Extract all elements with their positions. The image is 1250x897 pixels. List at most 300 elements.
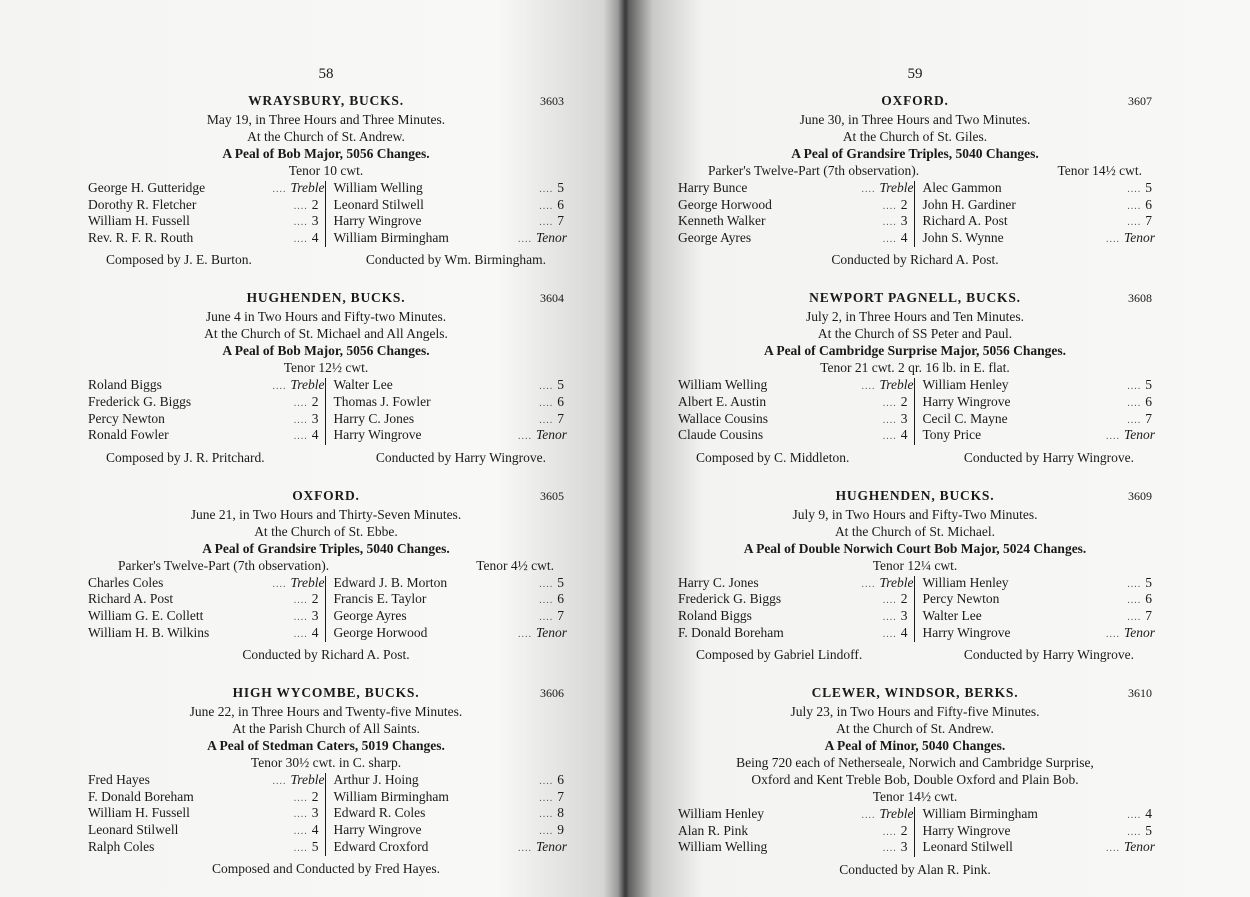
leader-dots: .... [293, 611, 308, 623]
ringer-row [678, 592, 908, 609]
ringer-name: William Henley [922, 377, 1009, 393]
ringer-row [88, 840, 319, 857]
bell-position: Tenor [536, 427, 568, 443]
bell-position: 5 [311, 838, 319, 854]
ringer-bell [1106, 592, 1152, 609]
peal-tenor: Tenor 14½ cwt. [1057, 163, 1142, 178]
bell-position: Tenor [1124, 427, 1156, 443]
peal-number: 3605 [540, 488, 564, 503]
ringer-row [334, 214, 565, 231]
ringer-name: Francis E. Taylor [333, 591, 427, 607]
ringer-row [922, 229, 1156, 248]
peal-heading [88, 93, 564, 111]
ringer-name: Leonard Stilwell [333, 196, 424, 212]
ringer-bell [1106, 609, 1152, 626]
ringer-row [88, 609, 319, 626]
ringer-name: Edward J. B. Morton [333, 574, 448, 590]
peal-detail-line: At the Church of St. Michael and All Angels. [204, 326, 448, 342]
peal-detail-line: July 23, in Two Hours and Fifty-five Minutes. [790, 704, 1040, 720]
bell-position: 5 [557, 180, 564, 195]
peal-number: 3606 [540, 686, 564, 701]
bell-position: 7 [557, 410, 564, 426]
ringer-name: Tony Price [922, 427, 982, 443]
ringer-name: F. Donald Boreham [678, 624, 784, 640]
peal-footer [678, 646, 1152, 663]
leader-dots: .... [1106, 628, 1120, 640]
peal-footer [88, 646, 564, 663]
bell-position: Tenor [1124, 839, 1156, 855]
leader-dots: .... [539, 381, 554, 393]
ringer-row [678, 412, 908, 429]
peal-number: 3609 [1128, 488, 1152, 503]
ringer-band [678, 806, 1156, 857]
ringer-bell [518, 198, 564, 215]
ringer-bell [861, 806, 914, 824]
leader-dots: .... [1106, 233, 1120, 245]
ringer-name: William Welling [678, 377, 768, 393]
conducted-by: Conducted by Richard A. Post. [242, 647, 410, 663]
ringer-bell [862, 395, 908, 412]
leader-dots: .... [539, 217, 554, 229]
peal-footer [88, 449, 564, 466]
bell-position: Treble [290, 772, 325, 788]
ringer-bell [273, 823, 319, 840]
ringer-row [334, 181, 565, 198]
ringer-name: Albert E. Austin [678, 393, 767, 409]
ringer-row [923, 378, 1153, 395]
ringer-row [678, 824, 908, 841]
ringer-row [923, 198, 1153, 215]
ringer-name: Harry Wingrove [922, 624, 1011, 640]
leader-dots: .... [539, 595, 554, 607]
bell-position: 2 [311, 788, 319, 804]
bell-position: Treble [879, 806, 914, 822]
conducted-by: Conducted by Harry Wingrove. [375, 449, 546, 465]
ringer-name: Ralph Coles [88, 838, 155, 854]
ringer-row [678, 231, 908, 248]
ringer-name: Dorothy R. Fletcher [88, 196, 197, 212]
right-page [628, 0, 1250, 897]
peal-detail-line: July 9, in Two Hours and Fifty-Two Minutes. [792, 506, 1038, 522]
bell-position: Tenor [536, 838, 568, 854]
ringer-bell [518, 378, 564, 395]
ringer-bell [862, 840, 908, 857]
ringer-name: William Welling [678, 839, 768, 855]
ringer-bell [862, 214, 908, 231]
bell-position: 3 [900, 213, 908, 229]
leader-dots: .... [272, 578, 287, 590]
peal-number: 3608 [1128, 291, 1152, 306]
bell-position: 5 [1145, 822, 1152, 838]
ringer-row [334, 576, 565, 593]
ringer-bell [273, 790, 319, 807]
ringer-bell [862, 198, 908, 215]
ringer-name: Percy Newton [922, 591, 1000, 607]
peal-composition-part [678, 162, 1152, 179]
ringer-column [326, 180, 568, 247]
ringer-column [88, 181, 326, 247]
ringer-band [88, 574, 568, 642]
conducted-by: Conducted by Harry Wingrove. [963, 647, 1134, 663]
bell-position: 7 [1145, 607, 1152, 623]
bell-position: 3 [311, 410, 319, 426]
ringer-bell [1106, 807, 1152, 824]
bell-position: 4 [900, 427, 908, 443]
ringer-row [334, 198, 565, 215]
peal-composition-part [88, 557, 564, 574]
leader-dots: .... [539, 414, 554, 426]
ringer-name: George Horwood [678, 196, 772, 212]
composed-by: Composed by J. R. Pritchard. [106, 449, 265, 465]
ringer-bell [273, 214, 319, 231]
ringer-name: George Ayres [678, 229, 752, 245]
ringer-name: John S. Wynne [922, 229, 1004, 245]
bell-position: 5 [557, 574, 564, 590]
ringer-bell [273, 592, 319, 609]
ringer-name: George Ayres [333, 607, 407, 623]
leader-dots: .... [882, 431, 897, 443]
ringer-bell [1106, 378, 1152, 395]
ringer-row [678, 626, 908, 643]
peal-footer [678, 861, 1152, 878]
peal-tenor: Tenor 4½ cwt. [476, 557, 554, 573]
leader-dots: .... [1127, 810, 1142, 822]
ringer-bell [1106, 181, 1152, 198]
peal-footer [678, 449, 1152, 466]
leader-dots: .... [861, 578, 876, 590]
ringer-name: Arthur J. Hoing [333, 772, 419, 788]
bell-position: 5 [1145, 574, 1152, 590]
peal-tenor: Tenor 12¼ cwt. [872, 557, 958, 573]
ringer-column [88, 378, 326, 444]
bell-position: 3 [900, 410, 908, 426]
ringer-row [88, 214, 319, 231]
bell-position: 3 [900, 607, 908, 623]
peal-detail-line: July 2, in Three Hours and Ten Minutes. [806, 309, 1024, 325]
peal-heading [678, 685, 1152, 703]
leader-dots: .... [882, 217, 897, 229]
ringer-row [88, 428, 319, 445]
ringer-row [678, 840, 908, 857]
leader-dots: .... [293, 397, 308, 409]
bell-position: 6 [1145, 393, 1152, 409]
bell-position: 2 [311, 591, 319, 607]
peal-title: A Peal of Grandsire Triples, 5040 Changes. [791, 146, 1039, 161]
ringer-name: Leonard Stilwell [88, 821, 179, 837]
ringer-row [678, 198, 908, 215]
leader-dots: .... [1127, 397, 1142, 409]
left-page [0, 0, 622, 897]
ringer-name: Ronald Fowler [88, 427, 169, 443]
ringer-name: Harry Wingrove [333, 821, 422, 837]
leader-dots: .... [1127, 578, 1142, 590]
ringer-name: Harry Wingrove [922, 393, 1011, 409]
ringer-name: Wallace Cousins [678, 410, 769, 426]
bell-position: 4 [311, 821, 319, 837]
bell-position: Treble [290, 574, 325, 590]
ringer-name: Harry Bunce [678, 180, 748, 195]
leader-dots: .... [882, 628, 897, 640]
peal-record [678, 290, 1156, 465]
peal-footer [678, 251, 1152, 268]
leader-dots: .... [293, 809, 308, 821]
composed-by: Composed by C. Middleton. [696, 449, 850, 465]
ringer-bell [518, 412, 564, 429]
ringer-bell [518, 838, 568, 857]
bell-position: Tenor [1124, 624, 1156, 640]
peal-footer [88, 251, 564, 268]
ringer-row [333, 624, 568, 643]
peal-place: CLEWER, WINDSOR, BERKS. [811, 685, 1019, 701]
peal-place: OXFORD. [292, 487, 360, 503]
ringer-bell [518, 427, 568, 445]
peal-heading [88, 685, 564, 703]
ringer-row [333, 229, 568, 248]
peal-tenor: Tenor 10 cwt. [288, 163, 364, 178]
leader-dots: .... [882, 826, 897, 838]
ringer-column [678, 181, 915, 247]
ringer-bell [518, 395, 564, 412]
ringer-row [334, 806, 565, 823]
ringer-bell [1106, 395, 1152, 412]
bell-position: Treble [290, 377, 325, 393]
ringer-row [88, 790, 319, 807]
ringer-name: Fred Hayes [88, 772, 150, 788]
ringer-row [88, 412, 319, 429]
peal-number: 3607 [1128, 94, 1152, 108]
peal-methods-line: Oxford and Kent Treble Bob, Double Oxford and Plain Bob. [751, 772, 1079, 788]
leader-dots: .... [539, 792, 554, 804]
ringer-name: George Horwood [333, 624, 428, 640]
leader-dots: .... [861, 184, 876, 195]
bell-position: 2 [311, 393, 319, 409]
ringer-row [334, 773, 565, 790]
ringer-name: Richard A. Post [88, 591, 174, 607]
ringer-row [922, 427, 1156, 445]
ringer-name: William Welling [333, 180, 423, 195]
ringer-name: William H. Fussell [88, 805, 190, 821]
bell-position: 6 [557, 393, 564, 409]
ringer-name: Harry C. Jones [333, 410, 415, 426]
leader-dots: .... [293, 842, 308, 854]
leader-dots: .... [293, 825, 308, 837]
ringer-name: Walter Lee [333, 377, 393, 393]
bell-position: 7 [1145, 213, 1152, 229]
ringer-row [922, 839, 1156, 857]
leader-dots: .... [1127, 611, 1142, 623]
leader-dots: .... [1127, 200, 1142, 212]
ringer-bell [861, 377, 914, 395]
leader-dots: .... [272, 184, 287, 195]
ringer-band [88, 180, 568, 247]
ringer-bell [1106, 229, 1156, 248]
ringer-bell [518, 773, 564, 790]
ringer-row [678, 377, 914, 395]
bell-position: 4 [900, 624, 908, 640]
ringer-name: Claude Cousins [678, 427, 764, 443]
ringer-bell [862, 592, 908, 609]
ringer-name: Alan R. Pink [678, 822, 749, 838]
peal-tenor: Tenor 30½ cwt. in C. sharp. [250, 755, 402, 771]
ringer-row [923, 609, 1153, 626]
ringer-bell [518, 229, 568, 248]
leader-dots: .... [1127, 595, 1142, 607]
ringer-row [923, 576, 1153, 593]
bell-position: 2 [900, 822, 908, 838]
ringer-row [923, 807, 1153, 824]
peal-record [88, 290, 568, 465]
ringer-name: William Birmingham [333, 229, 449, 245]
ringer-bell [518, 609, 564, 626]
ringer-row [334, 609, 565, 626]
leader-dots: .... [1127, 381, 1142, 393]
ringer-row [88, 806, 319, 823]
bell-position: 5 [1145, 180, 1152, 195]
ringer-bell [862, 626, 908, 643]
peal-place: HIGH WYCOMBE, BUCKS. [232, 685, 420, 701]
ringer-name: William Birmingham [333, 788, 449, 804]
ringer-column [88, 773, 326, 856]
bell-position: 7 [557, 213, 564, 229]
ringer-column [915, 806, 1156, 857]
ringer-name: Edward R. Coles [333, 805, 426, 821]
ringer-row [923, 395, 1153, 412]
leader-dots: .... [882, 414, 897, 426]
ringer-bell [273, 806, 319, 823]
ringer-column [326, 377, 568, 444]
leader-dots: .... [882, 233, 897, 245]
peal-record [88, 685, 568, 877]
peal-detail-line: June 22, in Three Hours and Twenty-five Minutes. [189, 704, 463, 720]
peal-title: A Peal of Double Norwich Court Bob Major, 5024 Changes. [743, 540, 1087, 556]
ringer-name: William Birmingham [922, 806, 1038, 822]
leader-dots: .... [1106, 843, 1120, 855]
peal-title: A Peal of Grandsire Triples, 5040 Changes. [202, 540, 450, 556]
ringer-name: Richard A. Post [922, 213, 1008, 229]
peal-detail-line: At the Church of St. Andrew. [836, 721, 994, 737]
peal-detail-line: At the Church of SS Peter and Paul. [817, 326, 1013, 342]
peal-record [678, 93, 1156, 268]
ringer-name: Roland Biggs [88, 377, 162, 393]
bell-position: 6 [557, 772, 564, 788]
bell-position: 4 [311, 427, 319, 443]
bell-position: 7 [1145, 410, 1152, 426]
bell-position: 4 [900, 229, 908, 245]
leader-dots: .... [1127, 826, 1142, 838]
peal-title: A Peal of Stedman Caters, 5019 Changes. [207, 738, 445, 754]
leader-dots: .... [293, 414, 308, 426]
ringer-row [678, 806, 914, 824]
bell-position: 6 [1145, 196, 1152, 212]
ringer-name: William Henley [922, 574, 1009, 590]
peal-detail-line: At the Parish Church of All Saints. [232, 721, 420, 737]
ringer-name: Frederick G. Biggs [678, 591, 782, 607]
leader-dots: .... [861, 810, 876, 822]
leader-dots: .... [539, 809, 554, 821]
ringer-name: Charles Coles [88, 574, 164, 590]
ringer-row [88, 180, 325, 198]
ringer-name: Thomas J. Fowler [333, 393, 431, 409]
peal-title: A Peal of Cambridge Surprise Major, 5056 Changes. [763, 343, 1067, 359]
ringer-bell [273, 412, 319, 429]
bell-position: 4 [311, 624, 319, 640]
peal-number: 3610 [1128, 686, 1152, 701]
ringer-name: Roland Biggs [678, 607, 752, 623]
ringer-bell [1106, 214, 1152, 231]
ringer-bell [862, 609, 908, 626]
ringer-row [334, 790, 565, 807]
ringer-column [678, 576, 915, 642]
ringer-name: Edward Croxford [333, 838, 429, 854]
peal-part-text: Parker's Twelve-Part (7th observation). [118, 557, 330, 573]
bell-position: 2 [900, 393, 908, 409]
peal-record [678, 487, 1156, 663]
ringer-name: George H. Gutteridge [88, 180, 206, 195]
ringer-bell [273, 395, 319, 412]
conducted-by: Conducted by Alan R. Pink. [839, 861, 991, 877]
peal-heading [678, 488, 1152, 506]
ringer-bell [273, 428, 319, 445]
leader-dots: .... [293, 792, 308, 804]
ringer-row [923, 592, 1153, 609]
ringer-row [333, 427, 568, 445]
conducted-by: Composed and Conducted by Fred Hayes. [212, 861, 440, 877]
bell-position: 3 [900, 839, 908, 855]
ringer-band [678, 180, 1156, 247]
leader-dots: .... [539, 825, 554, 837]
conducted-by: Conducted by Wm. Birmingham. [365, 252, 546, 268]
ringer-name: Percy Newton [88, 410, 165, 426]
ringer-name: Harry Wingrove [333, 213, 422, 229]
leader-dots: .... [1127, 184, 1142, 195]
leader-dots: .... [293, 595, 308, 607]
ringer-row [923, 181, 1153, 198]
peal-record [88, 93, 568, 268]
peal-detail-line: June 21, in Two Hours and Thirty-Seven Minutes. [190, 506, 462, 522]
leader-dots: .... [882, 595, 897, 607]
ringer-row [88, 592, 319, 609]
ringer-bell [1106, 839, 1156, 857]
ringer-name: Cecil C. Mayne [922, 410, 1008, 426]
ringer-row [88, 198, 319, 215]
ringer-band [88, 377, 568, 444]
peal-title: A Peal of Bob Major, 5056 Changes. [222, 343, 430, 359]
ringer-bell [273, 198, 319, 215]
ringer-row [88, 772, 325, 790]
ringer-row [334, 412, 565, 429]
ringer-column [326, 772, 568, 856]
ringer-bell [518, 790, 564, 807]
ringer-bell [273, 840, 319, 857]
ringer-name: Walter Lee [922, 607, 982, 623]
ringer-row [922, 624, 1156, 643]
leader-dots: .... [518, 842, 532, 854]
ringer-bell [273, 626, 319, 643]
ringer-name: Kenneth Walker [678, 213, 766, 229]
peal-footer [88, 860, 564, 877]
leader-dots: .... [861, 381, 876, 393]
ringer-bell [518, 592, 564, 609]
ringer-row [88, 574, 325, 593]
page-number: 58 [318, 66, 334, 82]
ringer-row [88, 626, 319, 643]
peal-place: HUGHENDEN, BUCKS. [835, 487, 995, 503]
leader-dots: .... [272, 776, 287, 788]
leader-dots: .... [882, 397, 897, 409]
leader-dots: .... [518, 431, 532, 443]
peal-tenor: Tenor 21 cwt. 2 qr. 16 lb. in E. flat. [820, 360, 1010, 376]
ringer-bell [272, 180, 325, 198]
